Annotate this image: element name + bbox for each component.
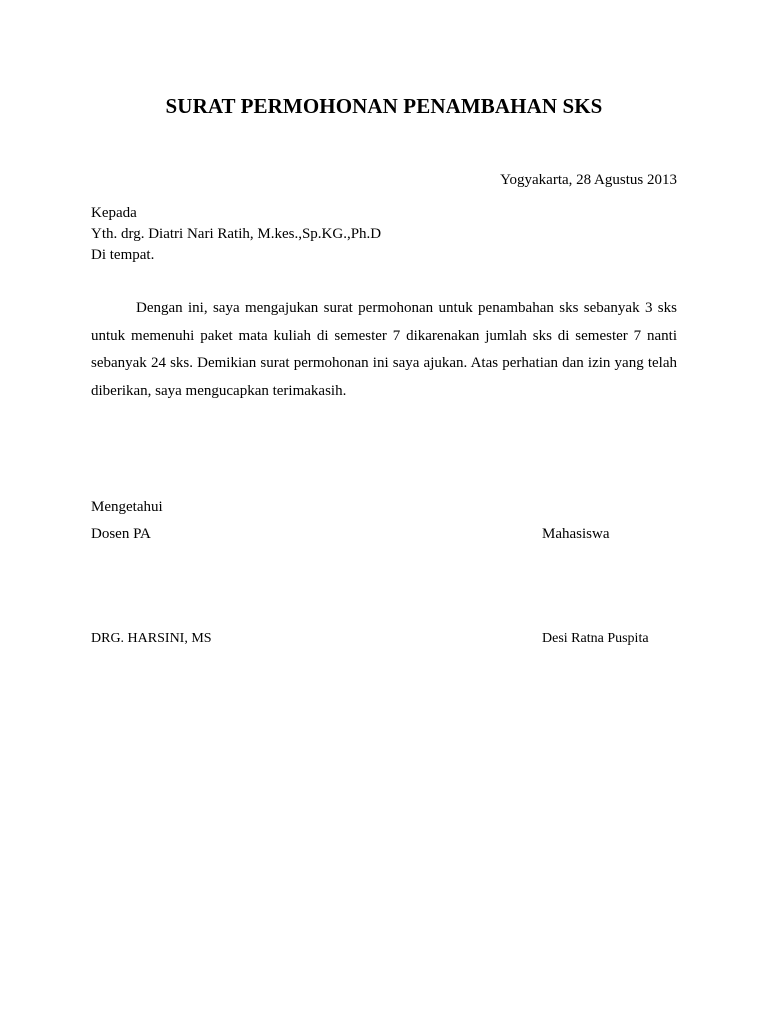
place-date: Yogyakarta, 28 Agustus 2013 (500, 172, 677, 188)
recipient-name: Yth. drg. Diatri Nari Ratih, M.kes.,Sp.KG.,Ph.D (91, 226, 382, 242)
student-role: Mahasiswa (542, 526, 610, 542)
letter-body: Dengan ini, saya mengajukan surat permohonan untuk penambahan sks sebanyak 3 sks untuk memenuhi paket mata kuliah di semester 7 dikarenakan jumlah sks di semester 7 nanti sebanyak 24 sks. Demikian surat permohonan ini saya ajukan. Atas perhatian dan izin yang telah diberikan, saya mengucapkan terimakasih. (91, 300, 677, 399)
recipient-location: Di tempat. (91, 247, 155, 263)
recipient-block (91, 203, 381, 266)
student-name: Desi Ratna Puspita (542, 631, 649, 646)
letter-title: SURAT PERMOHONAN PENAMBAHAN SKS (165, 94, 603, 118)
recipient-salutation: Kepada (91, 205, 137, 221)
acknowledged-label: Mengetahui (91, 499, 163, 515)
advisor-name: DRG. HARSINI, MS (91, 631, 212, 646)
advisor-role: Dosen PA (91, 526, 151, 542)
